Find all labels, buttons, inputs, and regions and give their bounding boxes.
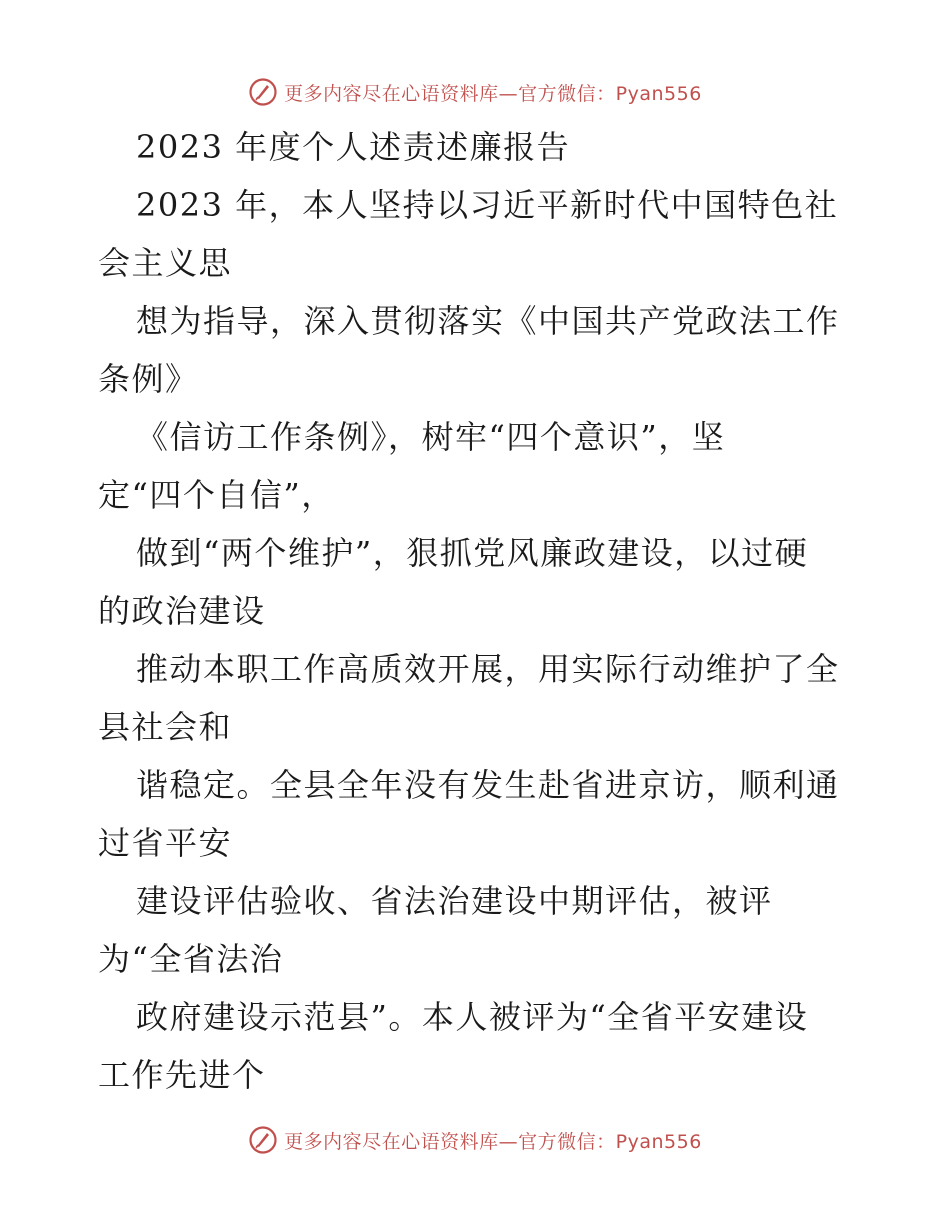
paragraph-line: 定“四个自信”， (98, 476, 335, 514)
paragraph-line: 会主义思 (98, 244, 233, 282)
footer-watermark (0, 1120, 950, 1160)
paragraph-line: 的政治建设 (98, 592, 266, 630)
quill-circle-icon (248, 1125, 278, 1155)
paragraph-line: 《信访工作条例》，树牢“四个意识”，坚 (136, 418, 726, 456)
paragraph-line: 过省平安 (98, 824, 233, 862)
paragraph-line: 2023 年，本人坚持以习近平新时代中国特色社 (136, 186, 839, 224)
paragraph-line: 谐稳定。全县全年没有发生赴省进京访，顺利通 (136, 766, 840, 804)
paragraph-line: 条例》 (98, 360, 199, 398)
paragraph-line: 想为指导，深入贯彻落实《中国共产党政法工作 (136, 302, 840, 340)
document-title: 2023 年度个人述责述廉报告 (136, 128, 571, 166)
paragraph-line: 县社会和 (98, 708, 233, 746)
paragraph-line: 建设评估验收、省法治建设中期评估，被评 (136, 882, 773, 920)
watermark-text: 更多内容尽在心语资料库—官方微信：Pyan556 (284, 1130, 702, 1153)
document-body (98, 118, 858, 1104)
paragraph-line: 工作先进个 (98, 1056, 266, 1094)
paragraph-line: 推动本职工作高质效开展，用实际行动维护了全 (136, 650, 840, 688)
header-watermark (0, 72, 950, 112)
paragraph-line: 政府建设示范县”。本人被评为“全省平安建设 (136, 998, 809, 1036)
quill-circle-icon (248, 77, 278, 107)
paragraph-line: 为“全省法治 (98, 940, 284, 978)
watermark-text: 更多内容尽在心语资料库—官方微信：Pyan556 (284, 82, 702, 105)
paragraph-line: 做到“两个维护”，狠抓党风廉政建设，以过硬 (136, 534, 809, 572)
